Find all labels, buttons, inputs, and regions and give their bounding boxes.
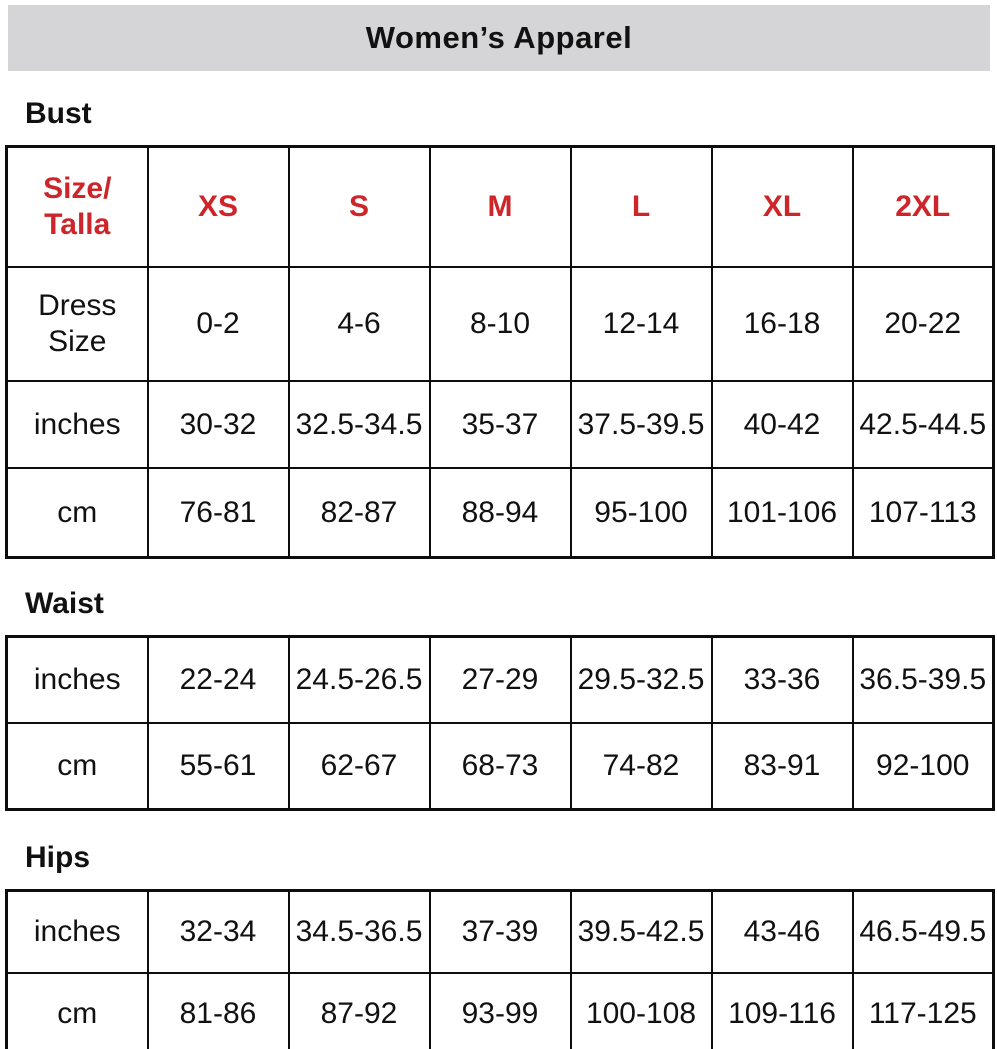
size-talla-label: Size/ Talla (7, 147, 148, 268)
table-cell: 27-29 (430, 637, 571, 724)
waist-cm-row (7, 723, 994, 810)
size-col-xs: XS (148, 147, 289, 268)
bust-table (5, 145, 995, 559)
table-cell: 117-125 (853, 973, 994, 1049)
section-heading-hips: Hips (25, 841, 91, 874)
table-cell: 46.5-49.5 (853, 891, 994, 974)
row-label-dress-size: Dress Size (7, 267, 148, 381)
bust-inches-row (7, 381, 994, 468)
row-label-cm: cm (7, 973, 148, 1049)
table-cell: 109-116 (712, 973, 853, 1049)
table-cell: 35-37 (430, 381, 571, 468)
table-cell: 37-39 (430, 891, 571, 974)
bust-cm-row (7, 468, 994, 558)
table-cell: 30-32 (148, 381, 289, 468)
table-cell: 0-2 (148, 267, 289, 381)
waist-inches-row (7, 637, 994, 724)
table-cell: 32.5-34.5 (289, 381, 430, 468)
size-col-xl: XL (712, 147, 853, 268)
table-cell: 37.5-39.5 (571, 381, 712, 468)
size-col-l: L (571, 147, 712, 268)
row-label-inches: inches (7, 891, 148, 974)
table-cell: 32-34 (148, 891, 289, 974)
hips-cm-row (7, 973, 994, 1049)
table-cell: 100-108 (571, 973, 712, 1049)
table-cell: 95-100 (571, 468, 712, 558)
table-cell: 29.5-32.5 (571, 637, 712, 724)
table-cell: 107-113 (853, 468, 994, 558)
table-cell: 55-61 (148, 723, 289, 810)
waist-table (5, 635, 995, 811)
row-label-inches: inches (7, 381, 148, 468)
table-cell: 24.5-26.5 (289, 637, 430, 724)
table-cell: 92-100 (853, 723, 994, 810)
table-cell: 8-10 (430, 267, 571, 381)
size-col-m: M (430, 147, 571, 268)
row-label-cm: cm (7, 468, 148, 558)
table-cell: 74-82 (571, 723, 712, 810)
bust-dress-size-row (7, 267, 994, 381)
table-cell: 34.5-36.5 (289, 891, 430, 974)
hips-table (5, 889, 995, 1049)
page-title: Women’s Apparel (365, 20, 633, 55)
table-cell: 83-91 (712, 723, 853, 810)
table-cell: 76-81 (148, 468, 289, 558)
size-col-2xl: 2XL (853, 147, 994, 268)
table-cell: 36.5-39.5 (853, 637, 994, 724)
table-cell: 12-14 (571, 267, 712, 381)
table-cell: 68-73 (430, 723, 571, 810)
table-cell: 42.5-44.5 (853, 381, 994, 468)
bust-header-row (7, 147, 994, 268)
table-cell: 88-94 (430, 468, 571, 558)
table-cell: 40-42 (712, 381, 853, 468)
table-cell: 81-86 (148, 973, 289, 1049)
hips-inches-row (7, 891, 994, 974)
size-col-s: S (289, 147, 430, 268)
table-cell: 82-87 (289, 468, 430, 558)
table-cell: 4-6 (289, 267, 430, 381)
table-cell: 33-36 (712, 637, 853, 724)
table-cell: 93-99 (430, 973, 571, 1049)
table-cell: 39.5-42.5 (571, 891, 712, 974)
title-bar (8, 5, 990, 71)
table-cell: 43-46 (712, 891, 853, 974)
row-label-inches: inches (7, 637, 148, 724)
section-heading-bust: Bust (25, 97, 92, 130)
table-cell: 87-92 (289, 973, 430, 1049)
table-cell: 16-18 (712, 267, 853, 381)
table-cell: 101-106 (712, 468, 853, 558)
row-label-cm: cm (7, 723, 148, 810)
section-heading-waist: Waist (25, 587, 104, 620)
table-cell: 20-22 (853, 267, 994, 381)
table-cell: 22-24 (148, 637, 289, 724)
table-cell: 62-67 (289, 723, 430, 810)
